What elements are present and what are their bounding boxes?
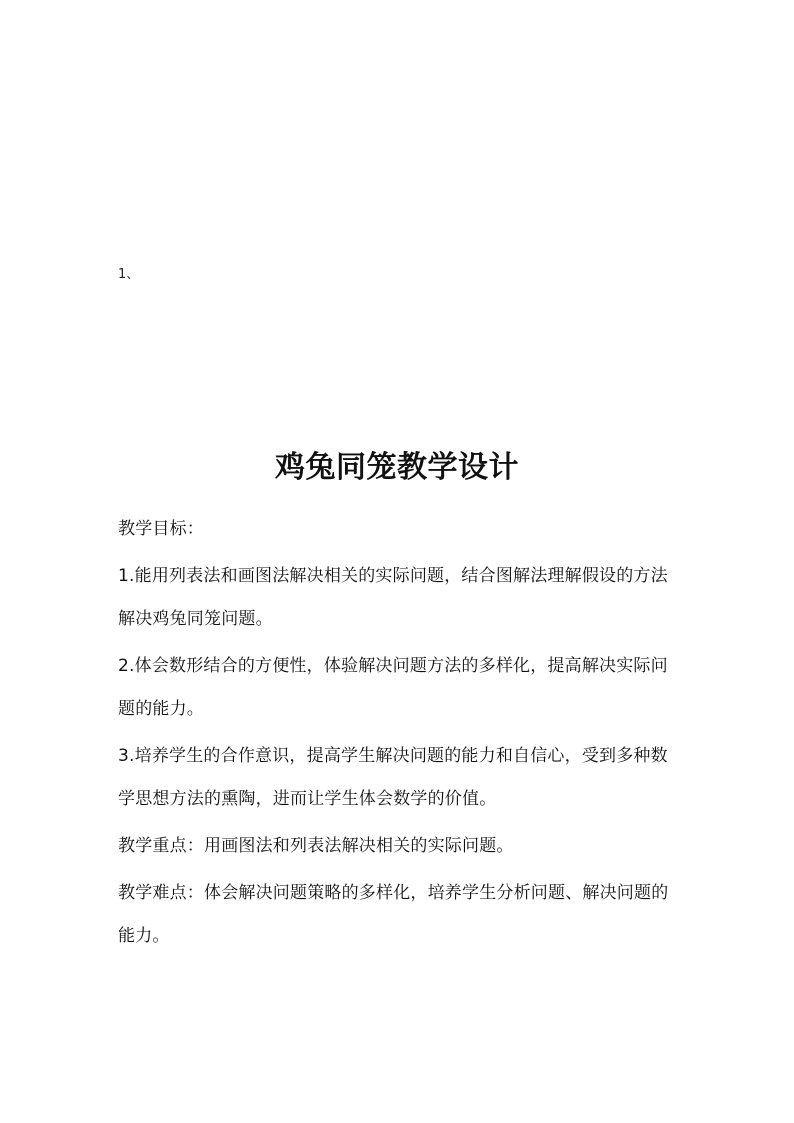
teaching-key-point: 教学重点：用画图法和列表法解决相关的实际问题。 [118, 836, 514, 856]
goal-paragraph-2: 2.体会数形结合的方便性，体验解决问题方法的多样化，提高解决实际问题的能力。 [118, 656, 668, 719]
section-label: 教学目标： [118, 519, 204, 539]
document-title: 鸡兔同笼教学设计 [275, 450, 519, 485]
document-content [118, 508, 684, 958]
goal-paragraph-1: 1.能用列表法和画图法解决相关的实际问题，结合图解法理解假设的方法解决鸡兔同笼问题。 [118, 566, 668, 629]
goal-paragraph-3: 3.培养学生的合作意识，提高学生解决问题的能力和自信心，受到多种数学思想方法的熏陶，进而让学生体会数学的价值。 [118, 746, 668, 809]
teaching-difficult-point: 教学难点：体会解决问题策略的多样化，培养学生分析问题、解决问题的能力。 [118, 883, 669, 946]
item-marker: 1、 [118, 267, 140, 282]
